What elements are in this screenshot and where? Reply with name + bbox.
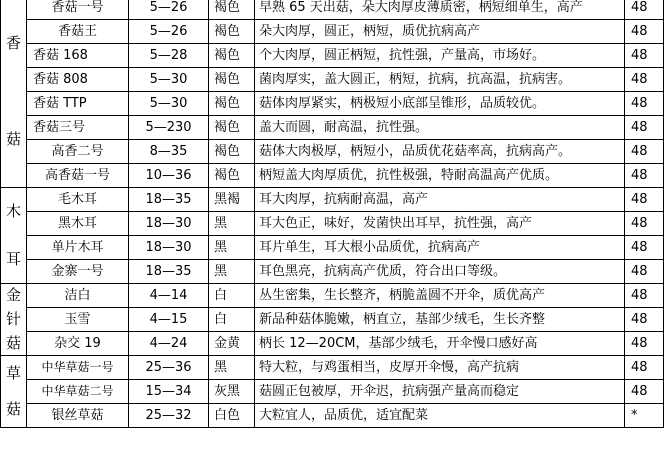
variety-name-cell: 香菇 808 — [27, 68, 129, 92]
category-label — [1, 188, 26, 283]
count-cell: 48 — [625, 236, 664, 260]
count-cell: 48 — [625, 0, 664, 20]
color-cell: 黑 — [209, 260, 255, 284]
description-cell: 耳片单生，耳大根小品质优，抗病高产 — [255, 236, 625, 260]
table-body — [1, 0, 664, 428]
count-cell: 48 — [625, 284, 664, 308]
table-row — [1, 236, 664, 260]
description-cell: 菇圆正包被厚，开伞迟，抗病强产量高而稳定 — [255, 380, 625, 404]
variety-name-cell: 香菇 168 — [27, 44, 129, 68]
category-char: 金 — [5, 286, 21, 305]
temperature-cell: 5—30 — [129, 92, 209, 116]
count-cell: 48 — [625, 332, 664, 356]
category-label — [1, 356, 26, 427]
category-char: 木 — [5, 202, 21, 221]
table-row — [1, 44, 664, 68]
category-cell — [1, 284, 27, 356]
variety-name-cell: 毛木耳 — [27, 188, 129, 212]
color-cell: 黑 — [209, 356, 255, 380]
category-char: 菇 — [5, 333, 21, 352]
temperature-cell: 8—35 — [129, 140, 209, 164]
temperature-cell: 4—14 — [129, 284, 209, 308]
description-cell: 耳色黑亮，抗病高产优质，符合出口等级。 — [255, 260, 625, 284]
description-cell: 菌肉厚实，盖大圆正，柄短，抗病，抗高温，抗病害。 — [255, 68, 625, 92]
table-row — [1, 308, 664, 332]
color-cell: 白色 — [209, 404, 255, 428]
count-cell: 48 — [625, 164, 664, 188]
table-row — [1, 356, 664, 380]
category-char: 香 — [5, 34, 21, 53]
count-cell: 48 — [625, 44, 664, 68]
temperature-cell: 4—15 — [129, 308, 209, 332]
description-cell: 朵大肉厚，圆正，柄短，质优抗病高产 — [255, 20, 625, 44]
category-char: 草 — [5, 364, 21, 383]
table-row — [1, 116, 664, 140]
color-cell: 褐色 — [209, 164, 255, 188]
variety-name-cell: 香菇一号 — [27, 0, 129, 20]
description-cell: 耳大肉厚，抗病耐高温，高产 — [255, 188, 625, 212]
count-cell: 48 — [625, 260, 664, 284]
category-char: 针 — [5, 309, 21, 328]
temperature-cell: 18—30 — [129, 212, 209, 236]
category-cell — [1, 188, 27, 284]
count-cell: 48 — [625, 68, 664, 92]
description-cell: 特大粒，与鸡蛋相当，皮厚开伞慢，高产抗病 — [255, 356, 625, 380]
variety-name-cell: 玉雪 — [27, 308, 129, 332]
temperature-cell: 10—36 — [129, 164, 209, 188]
count-cell: 48 — [625, 92, 664, 116]
color-cell: 黑 — [209, 212, 255, 236]
description-cell: 菇体肉厚紧实，柄极短小底部呈锥形，品质较优。 — [255, 92, 625, 116]
variety-name-cell: 中华草菇一号 — [27, 356, 129, 380]
category-char: 耳 — [5, 249, 21, 268]
description-cell: 丛生密集，生长整齐，柄脆盖圆不开伞，质优高产 — [255, 284, 625, 308]
color-cell: 褐色 — [209, 20, 255, 44]
table-row — [1, 68, 664, 92]
temperature-cell: 25—32 — [129, 404, 209, 428]
table-row — [1, 404, 664, 428]
temperature-cell: 5—230 — [129, 116, 209, 140]
color-cell: 褐色 — [209, 44, 255, 68]
category-cell — [1, 356, 27, 428]
color-cell: 黑 — [209, 236, 255, 260]
category-label — [1, 284, 26, 355]
count-cell: 48 — [625, 20, 664, 44]
table-row — [1, 284, 664, 308]
color-cell: 白 — [209, 284, 255, 308]
variety-name-cell: 高香菇一号 — [27, 164, 129, 188]
color-cell: 褐色 — [209, 0, 255, 20]
variety-name-cell: 中华草菇二号 — [27, 380, 129, 404]
temperature-cell: 18—30 — [129, 236, 209, 260]
color-cell: 灰黑 — [209, 380, 255, 404]
count-cell: * — [625, 404, 664, 428]
temperature-cell: 18—35 — [129, 260, 209, 284]
category-char: 菇 — [5, 399, 21, 418]
category-char: 菇 — [5, 129, 21, 148]
temperature-cell: 18—35 — [129, 188, 209, 212]
table-row — [1, 20, 664, 44]
count-cell: 48 — [625, 308, 664, 332]
temperature-cell: 5—28 — [129, 44, 209, 68]
count-cell: 48 — [625, 380, 664, 404]
description-cell: 柄短盖大肉厚质优，抗性极强，特耐高温高产优质。 — [255, 164, 625, 188]
temperature-cell: 5—26 — [129, 0, 209, 20]
count-cell: 48 — [625, 356, 664, 380]
table-row — [1, 212, 664, 236]
temperature-cell: 5—30 — [129, 68, 209, 92]
description-cell: 柄长 12—20CM，基部少绒毛，开伞慢口感好高 — [255, 332, 625, 356]
temperature-cell: 25—36 — [129, 356, 209, 380]
count-cell: 48 — [625, 212, 664, 236]
count-cell: 48 — [625, 116, 664, 140]
color-cell: 金黄 — [209, 332, 255, 356]
variety-name-cell: 高香二号 — [27, 140, 129, 164]
temperature-cell: 4—24 — [129, 332, 209, 356]
table-row — [1, 92, 664, 116]
description-cell: 个大肉厚，圆正柄短，抗性强，产量高，市场好。 — [255, 44, 625, 68]
category-label — [1, 0, 26, 187]
variety-name-cell: 银丝草菇 — [27, 404, 129, 428]
table-row — [1, 260, 664, 284]
table-row — [1, 380, 664, 404]
table-row — [1, 188, 664, 212]
table-row — [1, 332, 664, 356]
description-cell: 菇体大肉极厚，柄短小，品质优花菇率高，抗病高产。 — [255, 140, 625, 164]
description-cell: 盖大而圆，耐高温，抗性强。 — [255, 116, 625, 140]
table-row — [1, 140, 664, 164]
count-cell: 48 — [625, 140, 664, 164]
category-cell — [1, 0, 27, 188]
variety-name-cell: 杂交 19 — [27, 332, 129, 356]
table-row — [1, 0, 664, 20]
table-row — [1, 164, 664, 188]
color-cell: 白 — [209, 308, 255, 332]
color-cell: 褐色 — [209, 92, 255, 116]
color-cell: 黑褐 — [209, 188, 255, 212]
count-cell: 48 — [625, 188, 664, 212]
variety-name-cell: 香菇三号 — [27, 116, 129, 140]
temperature-cell: 5—26 — [129, 20, 209, 44]
description-cell: 耳大色正，味好，发菌快出耳早，抗性强，高产 — [255, 212, 625, 236]
color-cell: 褐色 — [209, 140, 255, 164]
variety-name-cell: 香菇王 — [27, 20, 129, 44]
color-cell: 褐色 — [209, 116, 255, 140]
variety-name-cell: 单片木耳 — [27, 236, 129, 260]
variety-name-cell: 香菇 TTP — [27, 92, 129, 116]
temperature-cell: 15—34 — [129, 380, 209, 404]
description-cell: 早熟 65 天出菇，朵大肉厚皮薄质密，柄短细单生，高产 — [255, 0, 625, 20]
color-cell: 褐色 — [209, 68, 255, 92]
variety-name-cell: 洁白 — [27, 284, 129, 308]
variety-name-cell: 黑木耳 — [27, 212, 129, 236]
description-cell: 新品种菇体脆嫩，柄直立，基部少绒毛，生长齐整 — [255, 308, 625, 332]
description-cell: 大粒宜人，品质优，适宜配菜 — [255, 404, 625, 428]
variety-name-cell: 金寨一号 — [27, 260, 129, 284]
